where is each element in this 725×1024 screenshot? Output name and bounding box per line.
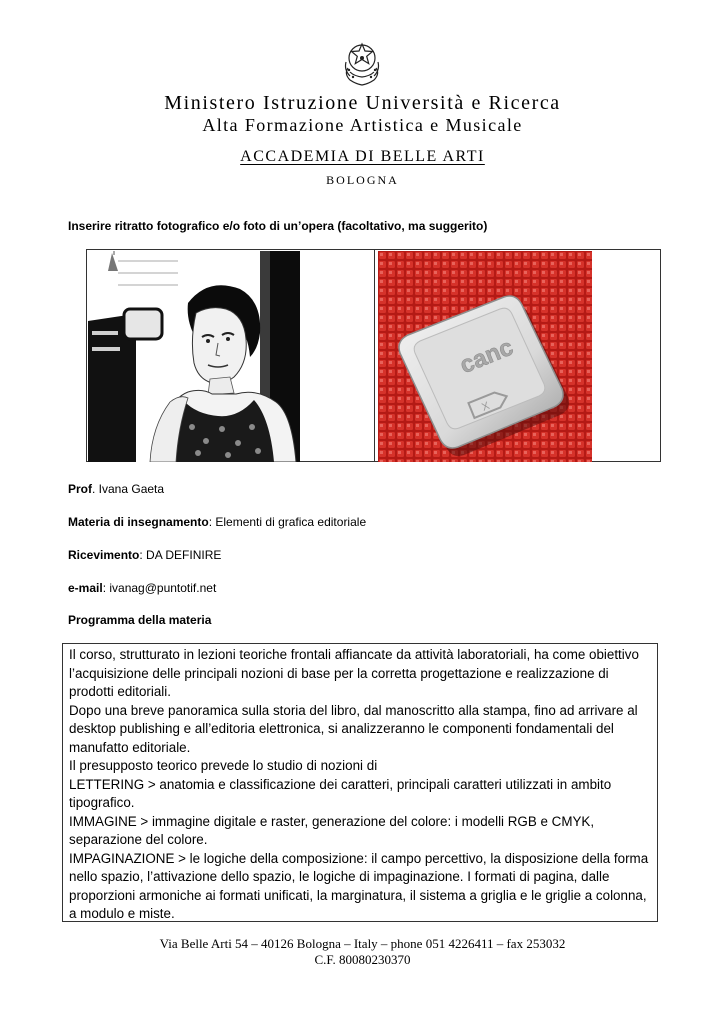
program-paragraph: Il corso, strutturato in lezioni teoriche frontali affiancate da attività laboratoriali, ha come obiettivo l’acquisizione delle principali nozioni di base per la corretta progettazione e realizzazione di prodotti editoriali. bbox=[69, 647, 639, 699]
academy-name-text: ACCADEMIA DI BELLE ARTI bbox=[240, 148, 485, 165]
program-paragraph: IMPAGINAZIONE > le logiche della composizione: il campo percettivo, la disposizione della forma nello spazio, l’attivazione dello spazio, le logiche di impaginazione. I formati di pagina, dalle proporzioni armoniche ai formati unificati, la marginatura, il sistema a griglia e le griglie a colonna, a modulo e miste. bbox=[69, 850, 649, 921]
program-paragraph: LETTERING > anatomia e classificazione dei caratteri, principali caratteri utilizzati in ambito tipografico. bbox=[69, 776, 612, 810]
program-paragraph: IMMAGINE > immagine digitale e raster, generazione del colore: i modelli RGB e CMYK, separazione del colore. bbox=[69, 813, 595, 847]
italian-republic-emblem-icon bbox=[340, 40, 384, 86]
email-field bbox=[68, 579, 216, 597]
professor-field bbox=[68, 480, 164, 498]
artwork-key-label: canc bbox=[456, 333, 517, 380]
program-heading bbox=[68, 611, 211, 629]
portrait-photo bbox=[88, 251, 300, 462]
subject-field bbox=[68, 513, 366, 531]
email-value: : ivanag@puntotif.net bbox=[102, 581, 217, 595]
program-paragraph: Il presupposto teorico prevede lo studio di nozioni di bbox=[69, 758, 378, 773]
email-label: e-mail bbox=[68, 581, 103, 595]
photo-instruction: Inserire ritratto fotografico e/o foto di un’opera (facoltativo, ma suggerito) bbox=[68, 219, 488, 233]
ministry-division: Alta Formazione Artistica e Musicale bbox=[202, 115, 523, 135]
subject-value: : Elementi di grafica editoriale bbox=[208, 515, 367, 529]
professor-value: . Ivana Gaeta bbox=[92, 482, 165, 496]
program-paragraph: Dopo una breve panoramica sulla storia del libro, dal manoscritto alla stampa, fino ad arrivare al desktop publishing e all’editoria elettronica, si analizzeranno le componenti fondamentali del manufatto editoriale. bbox=[69, 702, 638, 755]
artwork-key-symbol: X bbox=[480, 399, 492, 414]
ministry-name: Ministero Istruzione Università e Ricerca bbox=[164, 92, 561, 114]
subject-label: Materia di insegnamento bbox=[68, 515, 209, 529]
academy-city: BOLOGNA bbox=[326, 173, 399, 187]
footer-address: Via Belle Arti 54 – 40126 Bologna – Italy – phone 051 4226411 – fax 253032 bbox=[159, 936, 566, 951]
photo-divider bbox=[374, 250, 375, 461]
academy-name bbox=[0, 146, 725, 168]
reception-field bbox=[68, 546, 221, 564]
photo-frame bbox=[86, 249, 661, 462]
program-label: Programma della materia bbox=[68, 613, 212, 627]
program-box bbox=[62, 643, 658, 922]
artwork-photo bbox=[378, 251, 592, 462]
professor-label: Prof bbox=[68, 482, 92, 496]
footer-tax-code: C.F. 80080230370 bbox=[314, 952, 411, 967]
reception-value: : DA DEFINIRE bbox=[139, 548, 222, 562]
reception-label: Ricevimento bbox=[68, 548, 140, 562]
